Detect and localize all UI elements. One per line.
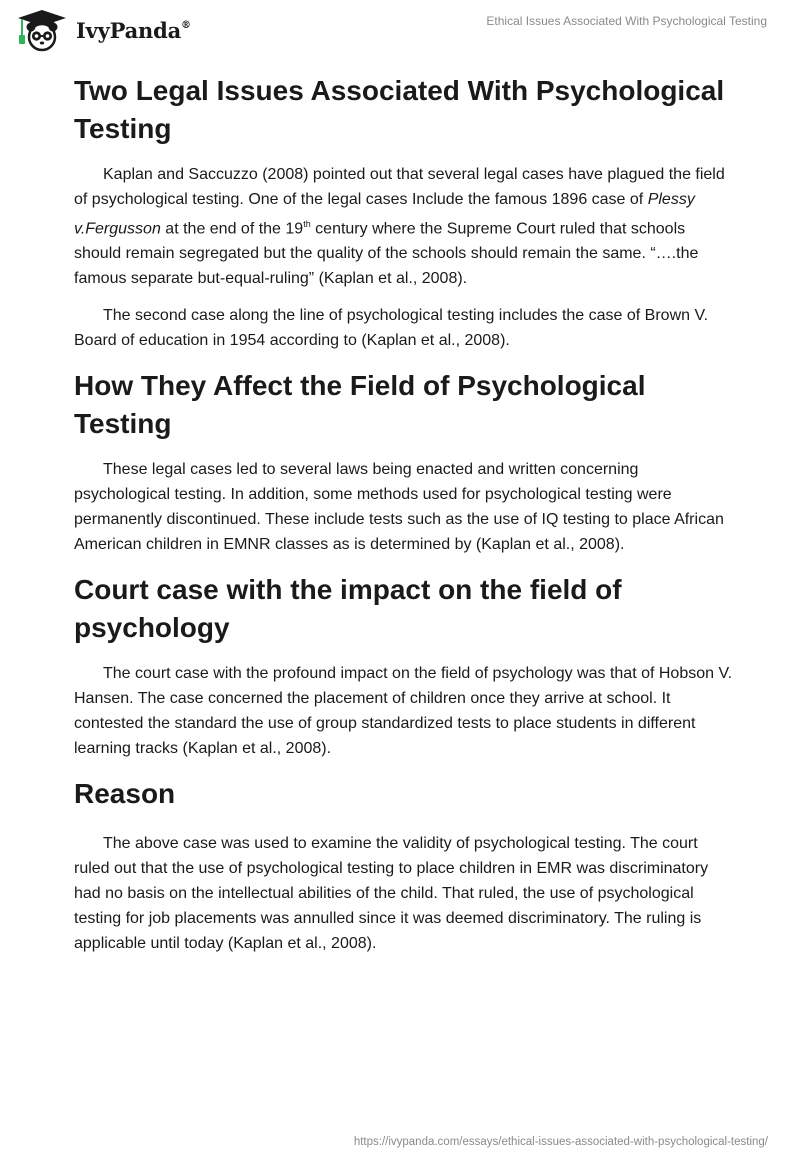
paragraph: These legal cases led to several laws being enacted and written concerning psychological testing. In addition, some methods used for psychological testing were permanently discontinued. These include tests such as the use of IQ testing to place African American children in EMNR classes as is determined by (Kaplan et al., 2008). bbox=[74, 461, 724, 554]
section-legal-issues bbox=[74, 72, 734, 353]
page-header bbox=[0, 0, 800, 60]
brand-logo[interactable] bbox=[14, 8, 191, 52]
section-heading: Court case with the impact on the field of psychology bbox=[74, 574, 622, 644]
case-name-italic: Plessy v.Fergusson bbox=[74, 191, 695, 238]
footer-source-url[interactable]: https://ivypanda.com/essays/ethical-issues-associated-with-psychological-testing/ bbox=[353, 1136, 768, 1148]
section-affect-field bbox=[74, 367, 734, 557]
paragraph: The above case was used to examine the validity of psychological testing. The court ruled out that the use of psychological testing to place children in EMR was discriminatory had no basis on the intellectual abilities of the child. That ruled, the use of psychological testing for job placements was annulled since it was deemed discriminatory. The ruling is applicable until today (Kaplan et al., 2008). bbox=[74, 835, 709, 953]
section-heading: Two Legal Issues Associated With Psychological Testing bbox=[74, 75, 725, 144]
essay-body bbox=[74, 72, 734, 970]
section-reason bbox=[74, 775, 734, 956]
paragraph: Kaplan and Saccuzzo (2008) pointed out that several legal cases have plagued the field of psychological testing. One of the legal cases Include the famous 1896 case of Plessy v.Fergusson at the end of the 19th century where the Supreme Court ruled that schools should remain segregated but the quality of the schools should remain the same. “….the famous separate but-equal-ruling” (Kaplan et al., 2008). bbox=[74, 166, 725, 288]
panda-graduate-icon bbox=[14, 8, 70, 52]
paragraph: The second case along the line of psychological testing includes the case of Brown V. Board of education in 1954 according to (Kaplan et al., 2008). bbox=[74, 307, 709, 350]
brand-name: IvyPanda® bbox=[76, 17, 191, 43]
header-doc-title: Ethical Issues Associated With Psychological Testing bbox=[486, 14, 767, 28]
section-court-case bbox=[74, 571, 734, 761]
section-heading: How They Affect the Field of Psychological Testing bbox=[74, 370, 646, 440]
section-heading: Reason bbox=[74, 778, 176, 810]
paragraph: The court case with the profound impact on the field of psychology was that of Hobson V. Hansen. The case concerned the placement of children once they arrive at school. It contested the standard the use of group standardized tests to place students in different learning tracks (Kaplan et al., 2008). bbox=[74, 665, 733, 758]
